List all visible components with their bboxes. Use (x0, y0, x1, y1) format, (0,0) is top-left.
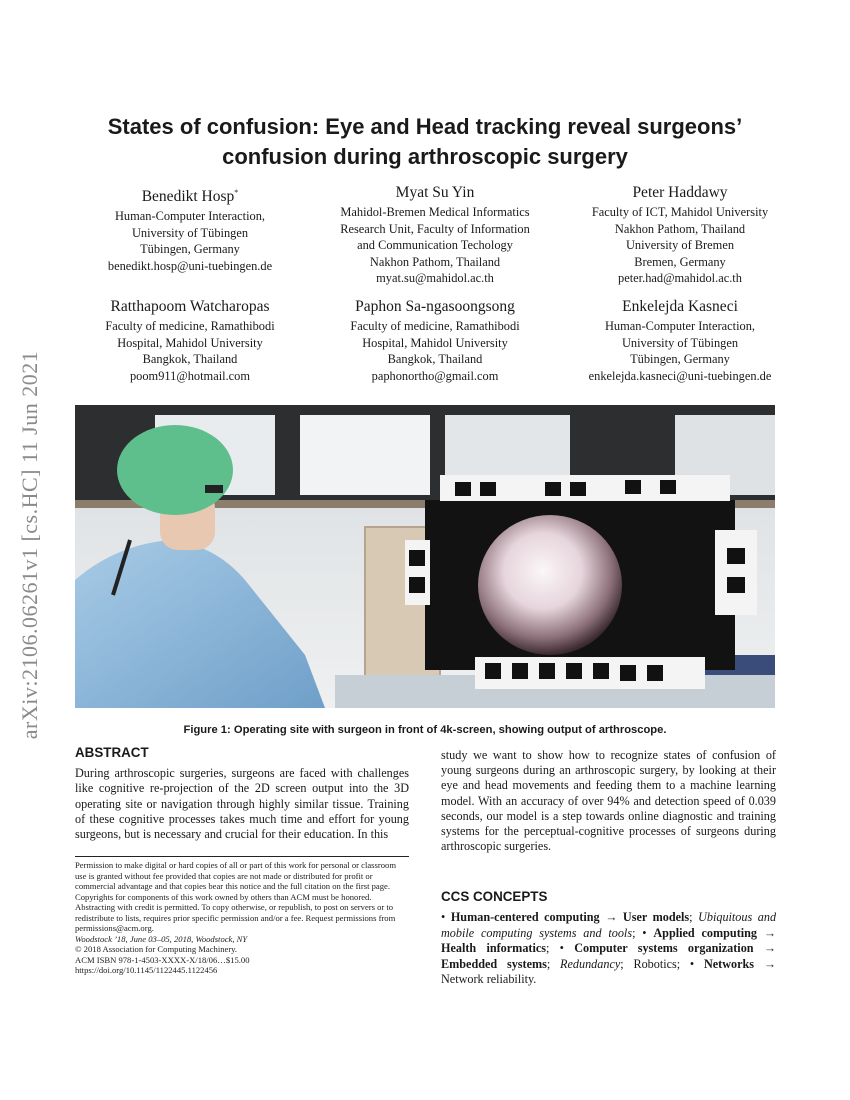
author-affiliation: University of Bremen (625, 238, 735, 253)
title-line-2: confusion during arthroscopic surgery (222, 144, 628, 169)
ccs-concept: Applied computing (653, 925, 758, 940)
ccs-concept: Network reliability. (441, 972, 537, 986)
permission-footnote (75, 856, 409, 976)
author-affiliation: Research Unit, Faculty of Information (340, 221, 530, 236)
ccs-concept: Embedded systems (441, 956, 547, 971)
author-affiliation: Tübingen, Germany (630, 352, 730, 367)
doi-link[interactable]: https://doi.org/10.1145/1122445.1122456 (75, 965, 218, 975)
bullet: • (642, 925, 647, 940)
author-footnote-mark: * (234, 188, 239, 197)
author-affiliation: Mahidol-Bremen Medical Informatics (340, 205, 530, 219)
arrow: → (763, 925, 777, 940)
author-affiliation: Human-Computer Interaction, (604, 319, 756, 333)
author-5 (315, 297, 555, 384)
author-email: poom911@hotmail.com (129, 368, 251, 383)
arrow: → (605, 910, 618, 924)
author-email: peter.had@mahidol.ac.th (618, 271, 742, 286)
author-2 (315, 183, 555, 287)
bullet: • (559, 941, 564, 955)
abstract-right-column (441, 748, 776, 854)
abstract-text-part-1: During arthroscopic surgeries, surgeons are faced with challenges like cognitive re-projection of the 2D screen output into the 3D operating site or navigation through highly similar tissue. Training of these cognitive processes takes much time and effort for young surgeons, but is necessary and crucial for their education. In this (75, 766, 409, 842)
abstract-heading: ABSTRACT (75, 745, 149, 760)
arxiv-identifier: arXiv:2106.06261v1 [cs.HC] 11 Jun 2021 (17, 350, 42, 740)
author-1 (70, 183, 310, 275)
ccs-concept: Computer systems organization (574, 941, 754, 955)
copyright-line: © 2018 Association for Computing Machinery. (75, 944, 238, 954)
author-6 (560, 297, 800, 384)
author-affiliation: Hospital, Mahidol University (117, 335, 263, 350)
author-4 (70, 297, 310, 384)
ccs-concept: Human-centered computing (450, 910, 600, 924)
author-affiliation: Hospital, Mahidol University (362, 335, 508, 350)
author-affiliation: Bremen, Germany (634, 254, 726, 269)
arrow: → (763, 941, 777, 955)
author-email: paphonortho@gmail.com (371, 368, 499, 383)
author-affiliation: Nakhon Pathom, Thailand (614, 221, 746, 236)
author-name: Paphon Sa-ngasoongsong (355, 298, 515, 315)
author-affiliation: University of Tübingen (621, 335, 739, 350)
abstract-left-column (75, 745, 409, 842)
title-line-1: States of confusion: Eye and Head tracking reveal surgeons’ (107, 114, 743, 139)
ccs-concept: User models (622, 910, 690, 924)
author-name: Myat Su Yin (395, 184, 475, 201)
permission-text: Permission to make digital or hard copies of all or part of this work for personal or classroom use is granted without fee provided that copies are not made or distributed for profit or commercial advantage and that copies bear this notice and the full citation on the first page. Copyrights for components of this work owned by others than ACM must be honored. Abstracting with credit is permitted. To copy otherwise, or republish, to post on servers or to redistribute to lists, requires prior specific permission and/or a fee. Request permissions from permissions@acm.org. (75, 860, 396, 933)
operating-room-illustration (75, 405, 775, 708)
paper-title (90, 112, 760, 172)
author-affiliation: Human-Computer Interaction, (114, 209, 266, 224)
venue-line: Woodstock ’18, June 03–05, 2018, Woodstock, NY (75, 933, 248, 944)
ccs-concept: Redundancy (560, 956, 621, 971)
abstract-text-part-2: study we want to show how to recognize states of confusion of young surgeons during an arthroscopic surgery, by looking at their eye and head movements and feeding them to a machine learning model. With an accuracy of over 94% and detection speed of 0.039 seconds, our model is a step towards online diagnostic and training systems for the perceptual-cognitive processes of surgeons during arthroscopic surgeries. (441, 748, 776, 854)
author-affiliation: University of Tübingen (131, 225, 249, 240)
ccs-concept: Ubiquitous and mobile computing systems and tools (441, 910, 777, 940)
ccs-concept: Networks (703, 956, 755, 971)
author-email: benedikt.hosp@uni-tuebingen.de (107, 258, 273, 273)
author-3 (560, 183, 800, 287)
bullet: • (441, 910, 446, 924)
author-name: Enkelejda Kasneci (622, 298, 738, 315)
figure-operating-site-photo (75, 405, 775, 708)
author-affiliation: Tübingen, Germany (140, 242, 240, 257)
author-name: Peter Haddawy (632, 184, 728, 201)
author-name: Benedikt Hosp (141, 188, 235, 206)
bullet: • (689, 956, 695, 971)
author-affiliation: Bangkok, Thailand (387, 352, 483, 367)
author-affiliation: Faculty of ICT, Mahidol University (591, 205, 769, 219)
author-affiliation: and Communication Techology (357, 238, 513, 253)
figure-caption: Figure 1: Operating site with surgeon in front of 4k-screen, showing output of arthroscope. (183, 724, 667, 736)
author-email: myat.su@mahidol.ac.th (376, 271, 494, 286)
isbn-line: ACM ISBN 978-1-4503-XXXX-X/18/06…$15.00 (75, 954, 250, 965)
author-affiliation: Bangkok, Thailand (142, 352, 238, 367)
ccs-concept: Robotics (633, 956, 677, 971)
arxiv-sidebar (0, 290, 60, 800)
ccs-concept: Health informatics (441, 941, 547, 955)
author-affiliation: Faculty of medicine, Ramathibodi (350, 319, 520, 333)
author-email: enkelejda.kasneci@uni-tuebingen.de (588, 368, 772, 383)
ccs-concepts: • Human-centered computing → User models; Ubiquitous and mobile computing systems and tools; • Applied computing → Health informatics; • Computer systems organization → Embedded systems; Redundancy; Robotics; • Networks → Network reliability. (441, 910, 777, 986)
ccs-heading: CCS CONCEPTS (441, 889, 548, 904)
author-name: Ratthapoom Watcharopas (110, 298, 270, 315)
author-affiliation: Nakhon Pathom, Thailand (369, 254, 501, 269)
author-affiliation: Faculty of medicine, Ramathibodi (105, 319, 275, 333)
arrow: → (763, 956, 776, 971)
